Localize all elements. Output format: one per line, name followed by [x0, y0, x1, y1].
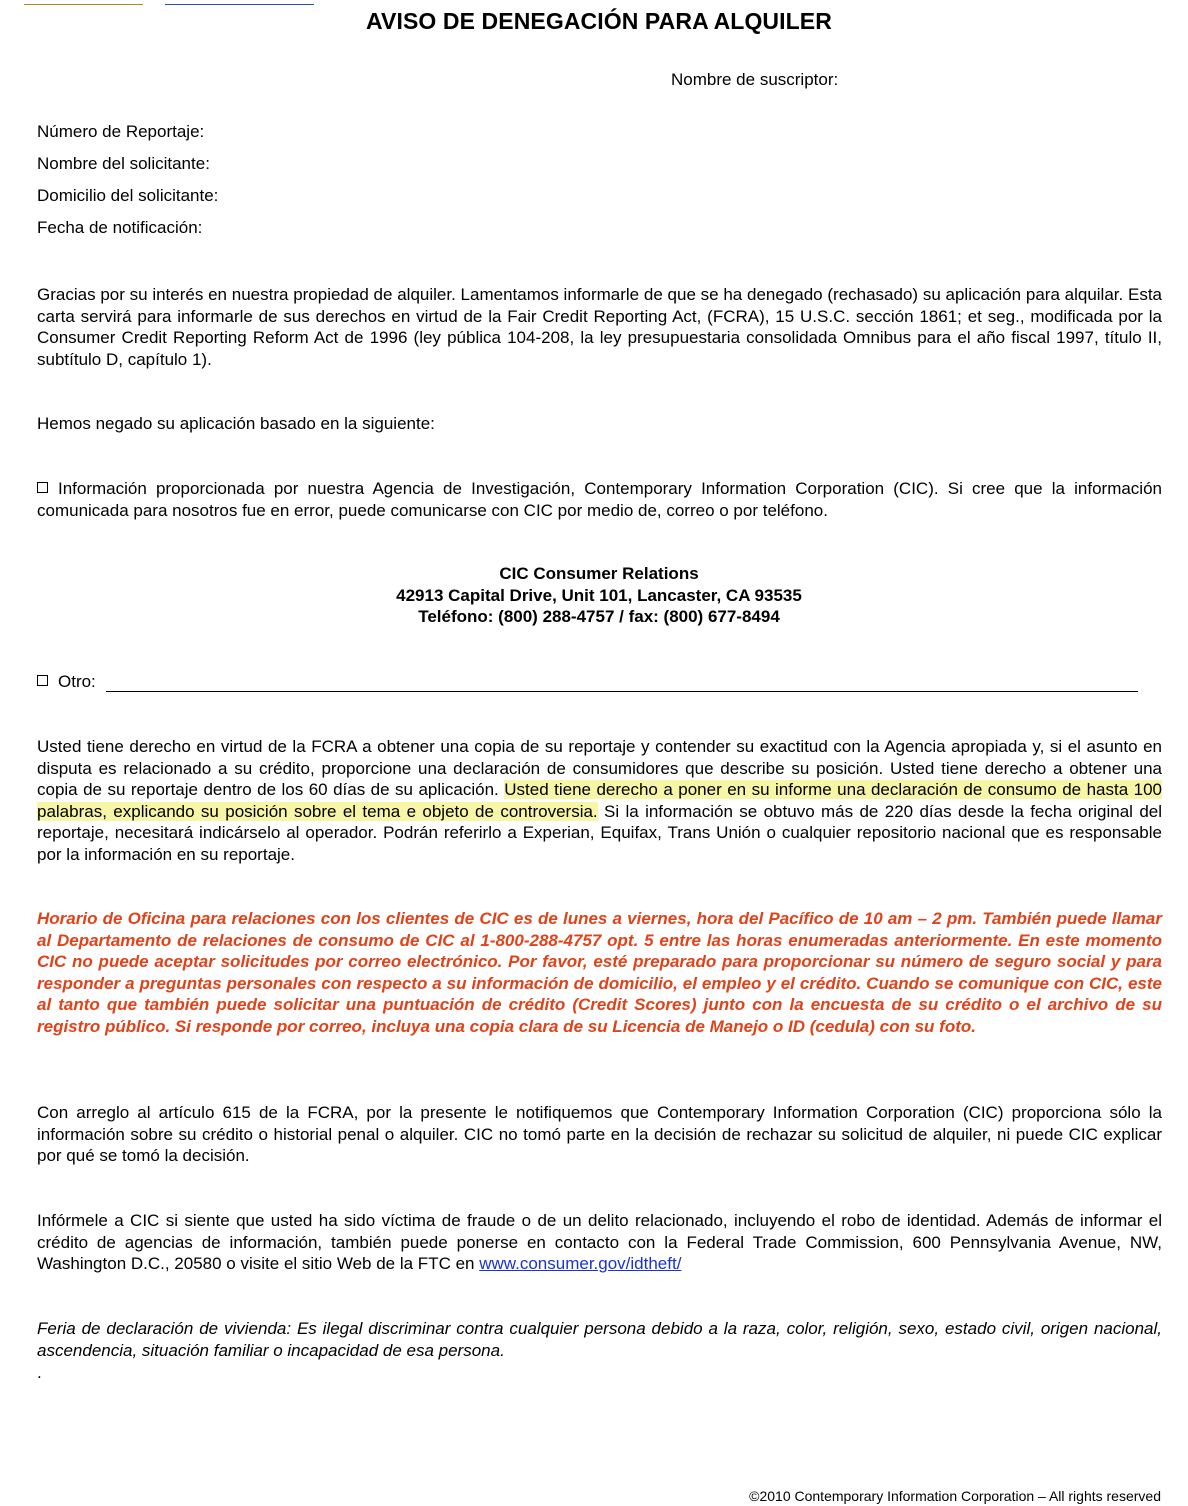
- other-reason-line[interactable]: [106, 691, 1138, 692]
- fraud-paragraph: [37, 1210, 1162, 1275]
- applicant-name-label: Nombre del solicitante:: [37, 154, 210, 173]
- option-cic-paragraph: [37, 478, 1162, 521]
- rights-highlighted-text: Usted tiene derecho a poner en su informe una declaración de consumo de hasta 100 palabras, explicando su posición sobre el tema e objeto de controversia.: [37, 780, 1162, 821]
- applicant-address-label: Domicilio del solicitante:: [37, 186, 219, 205]
- fraud-text: Infórmele a CIC si siente que usted ha sido víctima de fraude o de un delito relacionado, incluyendo el robo de identidad. Además de informar el crédito de agencias de información, también puede ponerse en contacto con la Federal Trade Commission, 600 Pennsylvania Avenue, NW, Washington D.C., 20580 o visite el sitio Web de la FTC en: [37, 1211, 1162, 1274]
- trailing-dot: .: [37, 1363, 42, 1382]
- document-title: AVISO DE DENEGACIÓN PARA ALQUILER: [366, 8, 832, 34]
- cic-contact-block: [0, 563, 1188, 628]
- denial-basis-heading: Hemos negado su aplicación basado en la siguiente:: [37, 414, 435, 433]
- cic-contact-name: CIC Consumer Relations: [499, 564, 699, 583]
- option-other-row: [37, 672, 1142, 692]
- intro-paragraph: Gracias por su interés en nuestra propiedad de alquiler. Lamentamos informarle de que se ha denegado (rechasado) su aplicación para alquilar. Esta carta servirá para informarle de sus derechos en virtud de la Fair Credit Reporting Act, (FCRA), 15 U.S.C. sección 1861; et seg., modificada por la Consumer Credit Reporting Reform Act de 1996 (ley pública 104-208, la ley presupuestaria consolidada Omnibus para el año fiscal 1997, título II, subtítulo D, capítulo 1).: [37, 285, 1162, 369]
- subscriber-name-label: Nombre de suscriptor:: [671, 70, 839, 89]
- report-number-label: Número de Reportaje:: [37, 122, 205, 141]
- top-rule-right: [165, 4, 314, 5]
- rights-paragraph: [37, 736, 1162, 866]
- section-615-paragraph: Con arreglo al artículo 615 de la FCRA, por la presente le notifiquemos que Contemporary Information Corporation (CIC) proporciona sólo la información sobre su crédito o historial penal o alquiler. CIC no tomó parte en la decisión de rechazar su solicitud de alquiler, ni puede CIC explicar por qué se tomó la decisión.: [37, 1103, 1162, 1166]
- other-option-checkbox[interactable]: [37, 675, 48, 686]
- cic-option-checkbox[interactable]: [37, 482, 48, 493]
- top-rule-left: [24, 4, 143, 5]
- option-cic-text: Información proporcionada por nuestra Agencia de Investigación, Contemporary Information Corporation (CIC). Si cree que la información comunicada para nosotros fue en error, puede comunicarse con CIC por medio de, correo o por teléfono.: [37, 479, 1162, 520]
- office-hours-notice: Horario de Oficina para relaciones con los clientes de CIC es de lunes a viernes, hora del Pacífico de 10 am – 2 pm. También puede llamar al Departamento de relaciones de consumo de CIC al 1-800-288-4757 opt. 5 entre las horas enumeradas anteriormente. En este momento CIC no puede aceptar solicitudes por correo electrónico. Por favor, esté preparado para proporcionar su número de seguro social y para responder a preguntas personales con respecto a su información de domicilio, el empleo y el crédito. Cuando se comunique con CIC, este al tanto que también puede solicitar una puntuación de crédito (Credit Scores) junto con la encuesta de su crédito o el archivo de su registro público. Si responde por correo, incluya una copia clara de su Licencia de Manejo o ID (cedula) con su foto.: [37, 909, 1162, 1036]
- cic-contact-phone: Teléfono: (800) 288-4757 / fax: (800) 677-8494: [418, 607, 780, 627]
- option-other-label: Otro:: [58, 672, 96, 691]
- fair-housing-statement: Feria de declaración de vivienda: Es ilegal discriminar contra cualquier persona debido a la raza, color, religión, sexo, estado civil, origen nacional, ascendencia, situación familiar o incapacidad de esa persona.: [37, 1319, 1162, 1360]
- cic-contact-address: 42913 Capital Drive, Unit 101, Lancaster, CA 93535: [396, 585, 802, 605]
- ftc-idtheft-link[interactable]: www.consumer.gov/idtheft/: [479, 1254, 682, 1274]
- rights-text-continued: Si la información se obtuvo más de 220 días desde la fecha original del reportaje, necesitará indicárselo al operador. Podrán referirlo a Experian, Equifax, Trans Unión o cualquier repositorio nacional que es responsable por la información en su reportaje.: [37, 801, 1162, 864]
- notification-date-label: Fecha de notificación:: [37, 218, 203, 237]
- rights-text: Usted tiene derecho en virtud de la FCRA a obtener una copia de su reportaje y contender su exactitud con la Agencia apropiada y, si el asunto en disputa es relacionado a su crédito, proporcione una declaración de consumidores que describe su posición. Usted tiene derecho a obtener una copia de su reportaje dentro de los 60 días de su aplicación.: [37, 737, 1162, 800]
- copyright-footer: ©2010 Contemporary Information Corporation – All rights reserved: [749, 1488, 1161, 1504]
